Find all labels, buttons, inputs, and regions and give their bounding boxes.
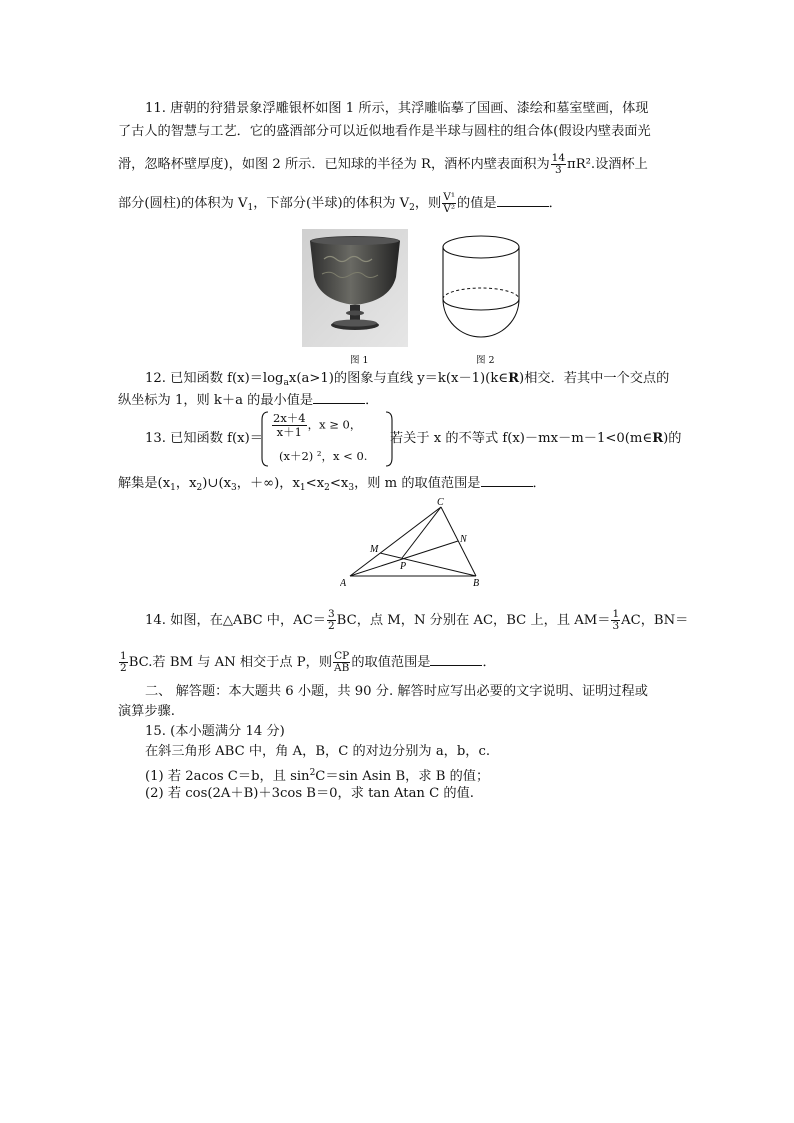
q14-text: AC，BN＝ [621,613,689,628]
fraction-numerator: 1 [120,650,127,662]
real-set-symbol: R [652,431,664,446]
q13-text: ． [532,476,546,491]
subscript: 3 [348,483,355,493]
v1-subscript: 1 [247,203,254,213]
q14-line-2 [118,651,496,674]
hidden-back-edge [443,288,519,299]
q14-text: BC.若 BM 与 AN 相交于点 P，则 [128,655,333,670]
q13-text: <x [305,476,325,491]
fraction-denominator: x＋1 [276,425,302,439]
fraction-denominator: 3 [612,620,620,632]
point-label-N: N [460,534,467,545]
real-set-symbol: R [508,371,520,386]
fraction-1-3 [611,609,620,632]
side-AC [350,507,441,576]
piece-1-fraction [272,412,307,439]
q13-text: ，则 m 的取值范围是 [354,476,481,491]
q13-text: <x [329,476,349,491]
superscript: 2 [309,768,316,778]
q15-text: C＝sin Asin B，求 B 的值； [315,769,490,784]
q11-line-4 [118,192,562,216]
q14-text: 的取值范围是 [351,655,431,670]
front-equator-edge [443,299,519,310]
q11-line-1: 11. 唐朝的狩猎景象浮雕银杯如图 1 所示，其浮雕临摹了国画、漆绘和墓室壁画，体现 [145,101,649,116]
fraction-numerator: CP [334,650,350,662]
section-2-header: 二、 解答题：本大题共 6 小题，共 90 分. 解答时应写出必要的文字说明、证明过程或 [145,684,648,699]
q13-line-2 [118,474,546,496]
q13-suffix-text-b: )的 [663,431,682,446]
q13-text: ，＋∞)，x [236,476,300,491]
point-label-M: M [370,544,379,555]
silver-cup-image [302,229,408,347]
q14-line-1 [145,609,688,632]
q14-text: 14. 如图，在△ABC 中，AC＝ [145,613,326,628]
figure-2-caption: 图 2 [476,355,495,366]
fraction-denominator: V² [443,203,456,215]
q14-text: BC，点 M，N 分别在 AC，BC 上，且 AM＝ [336,613,611,628]
figure-1-caption: 图 1 [350,355,369,366]
fraction-numerator: 3 [327,608,335,620]
subscript: 1 [299,483,306,493]
answer-blank [430,653,482,666]
q11-line-3-text-b: πR².设酒杯上 [567,157,648,172]
cylinder-hemisphere-diagram [436,231,526,349]
fraction-numerator: 14 [551,152,566,164]
q12-line-1-text-b: x(a>1)的图象与直线 y＝k(x－1)(k∈ [288,371,509,386]
q12-line-2-text-a: 纵坐标为 1，则 k＋a 的最小值是 [118,393,314,408]
q11-line-4-text-d: 的值是 [457,196,497,211]
q15-part-1 [145,765,489,785]
q11-line-4-text-e: ． [548,196,562,211]
q11-line-2: 了古人的智慧与工艺．它的盛酒部分可以近似地看作是半球与圆柱的组合体(假设内壁表面光 [118,124,651,139]
q11-line-4-text-c: ，则 [414,196,442,211]
surface-area-fraction [551,153,566,176]
answer-blank [313,391,365,404]
segment-BM [380,553,476,576]
fraction-3-2 [327,609,336,632]
q15-text: (1) 若 2acos C＝b，且 sin [145,769,310,784]
q12-line-1-text-a: 12. 已知函数 f(x)＝log [145,371,284,386]
q12-line-2 [118,391,378,409]
q12-line-1 [145,371,669,391]
q14-text: ． [482,655,496,670]
q13-suffix [390,431,682,447]
side-BC [441,507,476,576]
log-base-subscript: a [283,378,289,388]
piece-1 [271,412,361,439]
subscript: 2 [324,483,330,493]
subscript: 1 [170,483,176,493]
q13-text: ，x [175,476,197,491]
piece-1-condition: ，x ≥ 0， [307,417,362,432]
answer-blank [481,474,533,487]
q15-stem: 在斜三角形 ABC 中，角 A，B，C 的对边分别为 a，b，c. [145,744,491,759]
figure-1-silver-cup-photo [302,229,408,347]
hemisphere-outline [443,299,519,337]
fraction-denominator: 2 [120,662,127,674]
piece-2: (x＋2) ²，x < 0. [279,449,368,463]
q13-text: )∪(x [202,476,232,491]
fraction-numerator: 1 [612,608,620,620]
q12-line-2-text-b: ． [365,393,379,408]
q11-line-4-text-a: 部分(圆柱)的体积为 V [118,196,248,211]
section-2-header-cont: 演算步骤. [118,704,175,719]
fraction-1-2 [119,651,128,674]
subscript: 2 [196,483,203,493]
fraction-cp-ab [333,651,350,674]
left-brace [262,412,268,466]
q11-line-3 [118,153,648,176]
q15-title: 15. (本小题满分 14 分) [145,724,285,739]
triangle-figure [340,496,490,590]
q13-suffix-text-a: 若关于 x 的不等式 f(x)－mx－m－1<0(m∈ [390,431,653,446]
fraction-numerator: V¹ [443,191,456,203]
figure-2-cylinder-hemisphere [436,231,526,349]
vertex-label-C: C [437,497,444,508]
vertex-label-B: B [473,578,480,589]
fraction-denominator: AB [334,662,350,674]
q12-line-1-text-c: )相交．若其中一个交点的 [519,371,670,386]
vertex-label-A: A [340,578,347,589]
fraction-numerator: 2x＋4 [273,411,306,425]
q11-line-4-text-b: ，下部分(半球)的体积为 V [253,196,410,211]
q13-prefix: 13. 已知函数 f(x)＝ [145,431,263,446]
subscript: 3 [231,483,237,493]
volume-ratio-fraction [442,192,456,215]
fraction-denominator: 2 [327,620,335,632]
v2-subscript: 2 [409,203,415,213]
answer-blank [497,194,549,207]
fraction-denominator: 3 [555,164,562,176]
q15-part-2: (2) 若 cos(2A＋B)＋3cos B＝0，求 tan Atan C 的值. [145,786,474,801]
q13-text: 解集是(x [118,476,171,491]
point-label-P: P [400,561,407,572]
q11-line-3-text-a: 滑，忽略杯壁厚度)，如图 2 所示．已知球的半径为 R，酒杯内壁表面积为 [118,157,550,172]
cylinder-top-ellipse [443,236,519,258]
